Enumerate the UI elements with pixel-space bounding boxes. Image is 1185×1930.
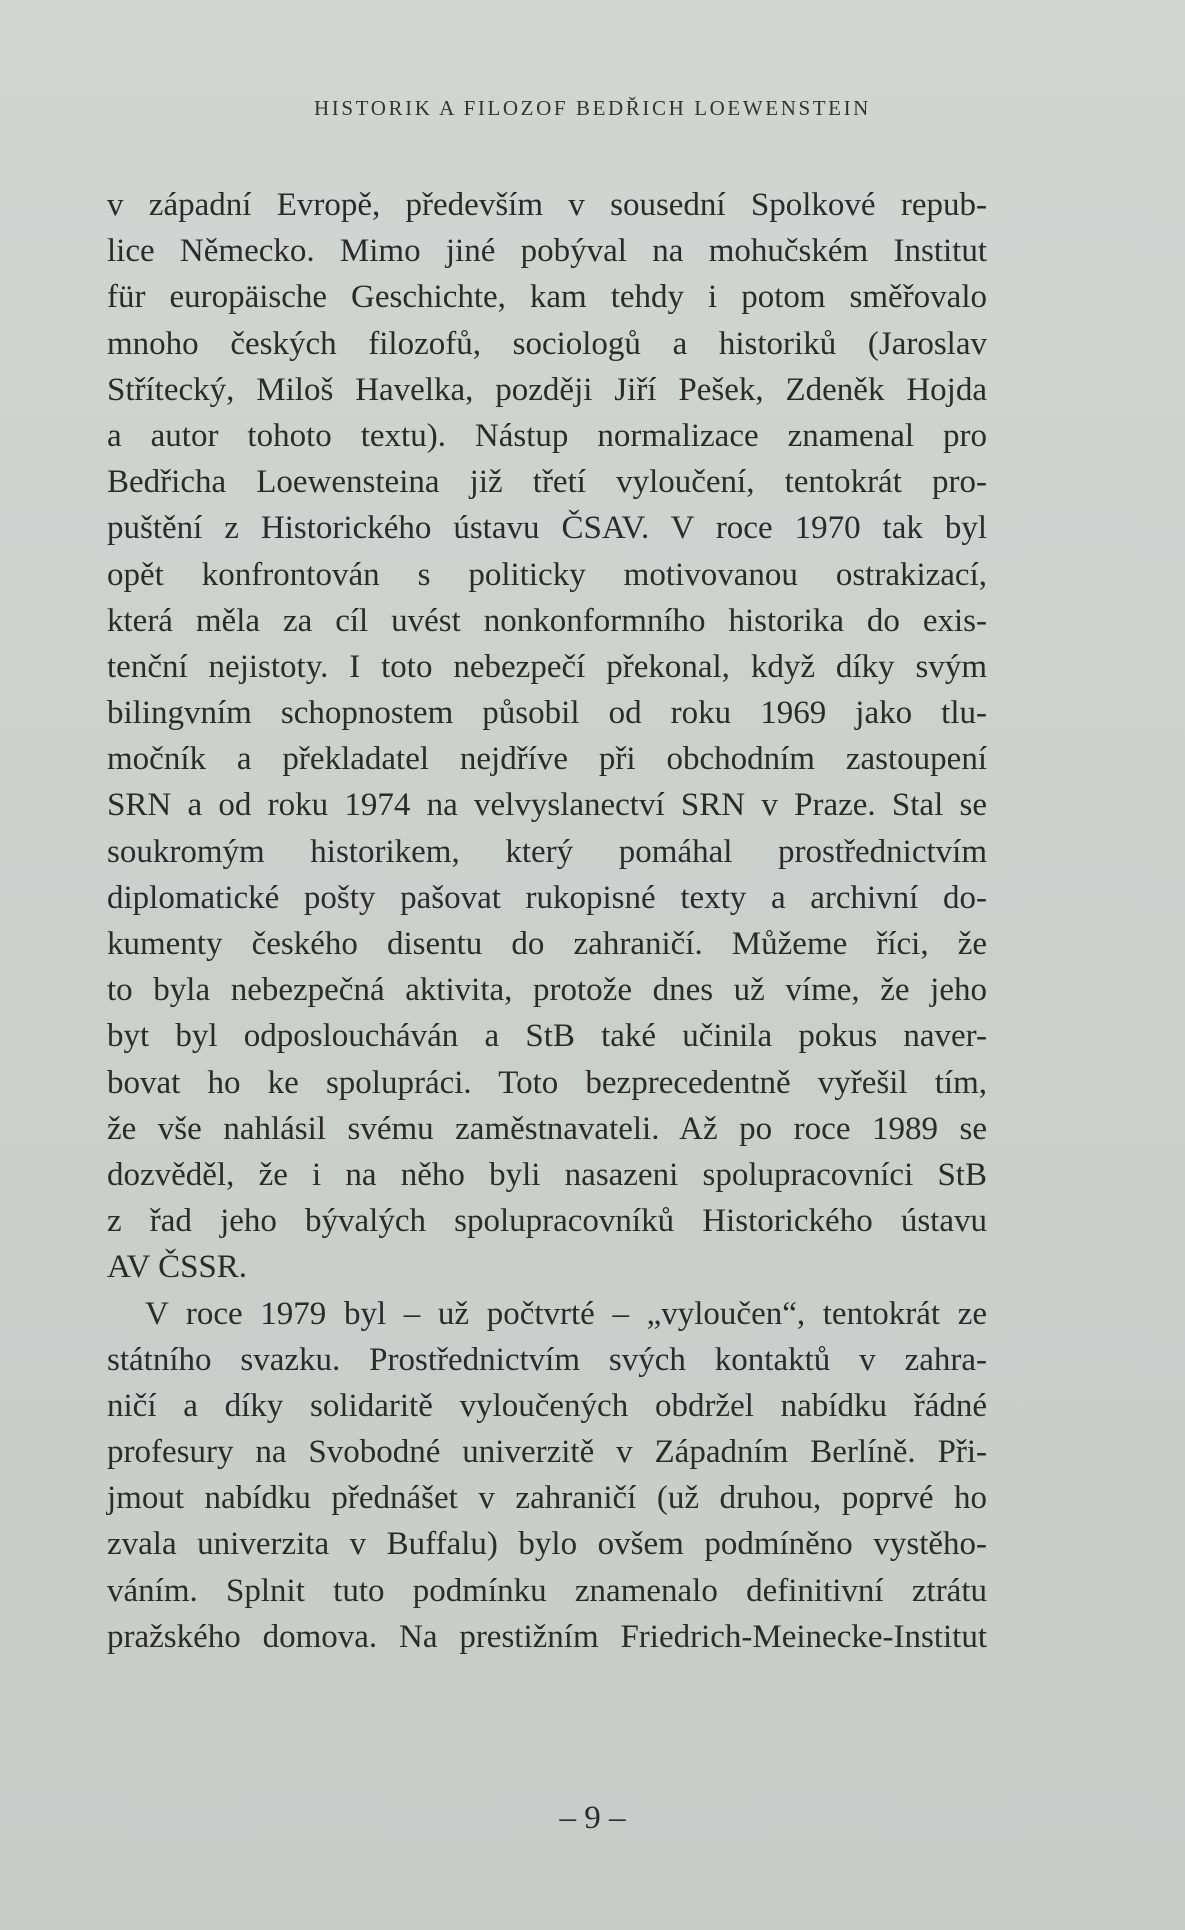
text-line: soukromým historikem, který pomáhal prostřednictvím <box>107 833 987 870</box>
text-line: zvala univerzita v Buffalu) bylo ovšem podmíněno vystěho- <box>107 1526 987 1563</box>
page-number: – 9 – <box>559 1800 626 1836</box>
text-line: ničí a díky solidaritě vyloučených obdržel nabídku řádné <box>107 1387 987 1424</box>
body-text <box>107 182 987 1660</box>
text-line: státního svazku. Prostřednictvím svých kontaktů v zahra- <box>107 1341 987 1378</box>
text-line: diplomatické pošty pašovat rukopisné texty a archivní do- <box>107 879 987 916</box>
text-line: mnoho českých filozofů, sociologů a historiků (Jaroslav <box>107 325 987 362</box>
text-line: která měla za cíl uvést nonkonformního historika do exis- <box>107 602 987 639</box>
text-line: dozvěděl, že i na něho byli nasazeni spolupracovníci StB <box>107 1156 987 1193</box>
running-head: HISTORIK A FILOZOF BEDŘICH LOEWENSTEIN <box>314 96 871 120</box>
text-line: pražského domova. Na prestižním Friedrich-Meinecke-Institut <box>107 1618 987 1655</box>
text-line: bovat ho ke spolupráci. Toto bezprecedentně vyřešil tím, <box>107 1064 987 1101</box>
text-line: lice Německo. Mimo jiné pobýval na mohučském Institut <box>107 233 987 270</box>
text-line: Bedřicha Loewensteina již třetí vyloučení, tentokrát pro- <box>107 464 987 501</box>
text-line: z řad jeho bývalých spolupracovníků Historického ústavu <box>107 1203 987 1240</box>
text-line: tenční nejistoty. I toto nebezpečí překonal, když díky svým <box>107 648 987 685</box>
text-line: Střítecký, Miloš Havelka, později Jiří Pešek, Zdeněk Hojda <box>107 371 987 408</box>
text-line: SRN a od roku 1974 na velvyslanectví SRN v Praze. Stal se <box>107 787 987 824</box>
text-line: byt byl odposloucháván a StB také učinila pokus naver- <box>107 1018 987 1055</box>
text-line: puštění z Historického ústavu ČSAV. V roce 1970 tak byl <box>107 510 987 547</box>
text-line: jmout nabídku přednášet v zahraničí (už druhou, poprvé ho <box>107 1480 987 1517</box>
text-line: opět konfrontován s politicky motivovanou ostrakizací, <box>107 556 987 593</box>
paragraph-end-line: AV ČSSR. <box>107 1249 248 1286</box>
text-line: močník a překladatel nejdříve při obchodním zastoupení <box>107 741 987 778</box>
text-line: v západní Evropě, především v sousední Spolkové repub- <box>107 187 987 223</box>
text-line: bilingvním schopnostem působil od roku 1969 jako tlu- <box>107 695 987 732</box>
paragraph-first-line: V roce 1979 byl – už počtvrté – „vyloučen“, tentokrát ze <box>145 1295 987 1332</box>
text-line: že vše nahlásil svému zaměstnavateli. Až po roce 1989 se <box>107 1110 987 1147</box>
text-line: to byla nebezpečná aktivita, protože dnes už víme, že jeho <box>107 972 987 1009</box>
text-line: kumenty českého disentu do zahraničí. Můžeme říci, že <box>107 926 987 962</box>
text-line: a autor tohoto textu). Nástup normalizace znamenal pro <box>107 417 987 454</box>
text-line: für europäische Geschichte, kam tehdy i potom směřovalo <box>107 279 987 316</box>
text-line: profesury na Svobodné univerzitě v Západním Berlíně. Při- <box>107 1434 987 1471</box>
text-line: váním. Splnit tuto podmínku znamenalo definitivní ztrátu <box>107 1572 987 1609</box>
